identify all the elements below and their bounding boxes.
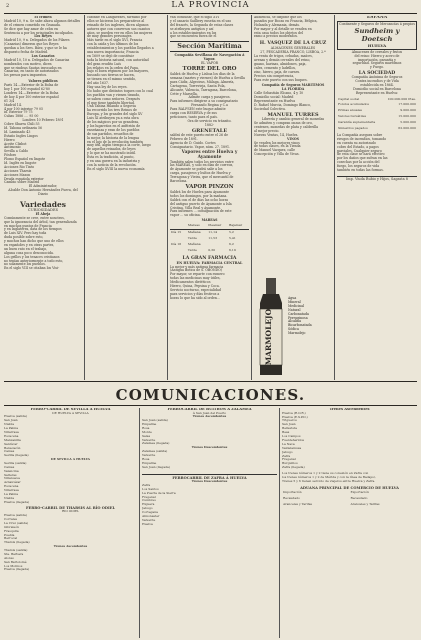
- table-row: Recaudado Recaudado: [283, 496, 368, 501]
- list-item: Salteras: [4, 472, 17, 477]
- vapores-title: Vapores entre Huelva y Ayamonte: [181, 149, 238, 161]
- column-divider: [279, 408, 280, 638]
- list-item: Trigueros: [282, 418, 297, 423]
- list-item: Rosa: [142, 456, 150, 461]
- variedades-subtitle: CURIOSIDADES: [27, 207, 59, 212]
- news-briefs: El crimen Madrid 10, 9 n. Se sabe ahora algunos detalles de el crimen cometido en Granada. Se dice que hay amor de celos en Sentencia a por los principales inculpados. Los Reyes Madrid 10, 9 n. Delegados de los Pilares (Canarias) dimeron que los Reyes quedan a los Sres. Báez, y que se le ha dispuesto fecha de Madrid. Los Canarios Madrid 10, 10 n. Delegados de Canarias nombrados con motivo, dicen que se rindeas Sautas invocados en Canarias, en tanto de autorizados los presos para impuestos.: [4, 16, 81, 78]
- list-item: San Juan (salida): [142, 418, 168, 423]
- vasquez-subtitle: ALMACENES GENERALES: [270, 46, 316, 51]
- company-title: Compañía Sevillana de Navegación á Vapor.: [174, 53, 245, 62]
- marmolejo-ad: [254, 275, 333, 378]
- compania-subtitle: LA FLORIDA: [281, 87, 305, 92]
- section-rule-bottom: [4, 405, 417, 406]
- vino-lines: Se venden los mejores vinos de todas clases, en la Tienda de Manuel Vazquez, calle Concepción y Villa de Vivas.: [254, 140, 301, 157]
- turres-subtitle: Librería y cambio general de monedas: [261, 117, 325, 122]
- table-row: Fondos acumulados 17.000.000: [338, 102, 416, 107]
- list-item: Tharsis (salida): [4, 547, 28, 552]
- list-item: Berrocal: [4, 536, 18, 541]
- list-item: Zalamea (llegada): [142, 441, 170, 446]
- list-item: Huelva (R.O.R.): [282, 410, 306, 415]
- box-text: Almacenes de cereales y frutos del reino: Hierro y acero de importación, garantía y seguridad. Seguros marítimos y Fuego.: [351, 49, 403, 70]
- railway-sub2: Trenes Ascendentes: [192, 414, 227, 419]
- list-item: La Palma: [4, 492, 18, 497]
- list-item: Gibraleón: [4, 524, 19, 529]
- list-item: Puebla: [4, 532, 15, 537]
- list-item: Almonaster: [142, 514, 160, 519]
- list-item: Los Santos: [142, 486, 159, 491]
- list-item: Frasquita: [4, 528, 19, 533]
- list-item: Los Molinos: [4, 563, 23, 568]
- station-list: [4, 415, 137, 458]
- page-number: 2: [6, 3, 10, 9]
- list-item: La Palma: [4, 426, 18, 431]
- list-item: Sta. Barbara: [4, 551, 24, 556]
- list-item: Bellavista: [282, 426, 297, 431]
- huelva-label: HUELVA: [367, 42, 387, 48]
- list-item: Jabugo: [282, 449, 293, 454]
- railway-title: FERRO-CARRIL DE SEVILLA Á HUELVA: [30, 408, 111, 411]
- espana-title: ESPAÑA: [366, 16, 388, 20]
- table-row: Importación Exportación: [283, 490, 369, 495]
- list-item: Villarrasa: [4, 429, 19, 434]
- list-item: Camas: [4, 449, 15, 454]
- list-item: Zalamea (salida): [142, 449, 168, 454]
- tharsis-sub2: Trenes Ascendentes: [53, 544, 88, 549]
- variedades-title: Variedades: [20, 199, 66, 209]
- mareas-title: MAREAS: [201, 218, 218, 223]
- zafra-sub: Trenes Descendentes: [191, 479, 228, 484]
- list-item: Los Campos: [282, 434, 301, 439]
- zafra-list: [142, 484, 277, 527]
- railway-title: FERROCARRIL DE BUITRON Á ZALAMEA: [167, 408, 252, 411]
- list-item: La Cruz (salida): [4, 520, 29, 525]
- column-divider: [251, 15, 252, 380]
- table-row: Día 15 Mañana 11,14 5,2: [171, 229, 234, 234]
- sundheim-box: [337, 21, 417, 50]
- comunicaciones-title: COMUNICACIONES.: [115, 386, 306, 404]
- bottle-label: MARMOLEJO: [264, 308, 273, 366]
- railway-sub2: DE SEVILLA A HUELVA: [51, 457, 90, 462]
- list-item: Fregenal: [282, 457, 296, 462]
- list-item: Cumbres: [142, 498, 156, 503]
- aduana-table: [282, 490, 417, 507]
- station-list: [142, 419, 277, 446]
- farmacia-lines: La mejor y más antigua farmacia (Antigua Botica de S. OBONDO) Por mayor, se reparte con esmero todas las medicinas muy útiles, Medicamentos dietéticos Hierro, Quina, Pepsina y Coca. Servicio nocturno, especialidad para servicios y días festivos a horas lo que ha sido al orden...: [170, 264, 225, 300]
- vapores-lines: También salen todos los servicios entre las MAREAS, y solo en días de correos, de Ayamonte se podrá salir a los carga, pasajeros y bultos de Huelva y Terragona y Vieira, que el mercantil de Barcelona.: [170, 159, 234, 184]
- bottle-side-text: Agua Mineral Medicinal Natural Carbonatada Ferruginosa Alcalina Bicarbonatada Sódica Marmolejo: [288, 296, 312, 336]
- list-item: Zafra: [142, 482, 151, 487]
- sociedad-lines: Compañía Anónima de Seguros Contra incendios y de Vida establecida en 1864. Domicilio social en Barcelona Representante en Huelva:: [351, 75, 403, 95]
- compania-text: La Compañía asegura sobre riesgos de incendios, tomando en cuenta su autorizado cobro del Estado, a pagos parciales. Cualquier seguro de esta clase se hará efectivo por los daños que sufran en las cosechas por la acción del fuego, los seguros de vida también en todas las formas.: [337, 132, 388, 172]
- list-item: San Juan: [282, 422, 296, 427]
- station-list-2: [142, 450, 277, 469]
- list-item: Villanueva: [4, 476, 20, 481]
- column-5: [337, 16, 417, 380]
- list-item: San Bartolomé: [4, 559, 27, 564]
- turres-lines: Se admiten y compran onzas de oro, centenes, monedas de plata y calderilla al mejor precio. Nuevas Ventas, 14, Huelva.: [254, 121, 318, 137]
- list-item: Empalme: [142, 460, 157, 465]
- imprenta-line: Imp. Viuda Rubio y Hijos, Sagasta 8: [337, 176, 417, 182]
- list-item: Camas: [4, 464, 15, 469]
- list-item: Fregenal: [142, 494, 156, 499]
- list-item: Sanlúcar: [4, 441, 18, 446]
- variedades-text: El Abeja Comúnmente se cree, entre nosotros, que la ignorancia del árbol, tan generalizada en muchos puntos de Francia y en Inglaterra, data de los tiempos de Luis XIV. Pero hay toda duda posible sobre esto, y muchos han dicho que uno de ellos en españoles y en otras partes, un buen rato en el trabajo, alguna cosa poco desconocida. Los grillos y los tenaces cristianos no tenían anteriormente a todo esto, no solamente los pueblos. En el siglo VIII se citaban los Visi-: [4, 211, 77, 271]
- table-row: Capital social 100.000.000 Ptas.: [338, 96, 416, 101]
- list-item: Valverde: [142, 452, 156, 457]
- table-row: Aranceles y Tarifas Aranceles y Tarifas: [283, 501, 380, 506]
- list-item: Tharsis (llegada): [4, 540, 30, 545]
- column-1: [4, 16, 82, 380]
- table-row: Garantía suplementaria 5.000.000: [338, 120, 416, 125]
- section-rule-top: [4, 381, 417, 382]
- tharsis-list-2: [4, 549, 137, 572]
- tharsis-sub: RIO ODIEL: [61, 509, 80, 514]
- table-row: Tarde 11,53 5,41: [187, 235, 236, 240]
- aduana-title: ADUANA PRINCIPAL DE COMERCIO DE HUELVA: [300, 485, 399, 490]
- sociedad-title: LA SOCIEDAD: [358, 71, 396, 77]
- list-item: Empalme: [142, 422, 157, 426]
- column-2: cilfonne en Langheraes, tarraino por ellos se hicieron los preparativos al reinado de los ingleses, dicen algunos autores que con conversos sus cuantos años, se pueden ver en ellos los mujeres de muy grandes personajes. Más tarde en el siglo XVI, Francia con la caida y los últimos de los establecimientos y los pueblos llegados a una nueva importancia; Francia en 1609 se dejó de constituir toda la historia natural, con autoridad del gran erudito Luís los relatos en la orden del Papa, bajo el buen régimen por los mayores, buscado sus tierras se hacen, se tienen en el mismo sentido, del año 1637. Hay una ley de los reyes. No hubo que distintos toques con lo cual los pueblos van y vienen tirando, se saben como señores. Después el que tiene también libertad. Una Tahina Hilando a Segovia ha recorrido los tres Reinos de Europa, y los grandes del siglo XV Luis XI atribuyen ya a esta obra de los mágicos por su grandeza, y los lugareños en el anfitrión de enseñanza y eran de los pueblos de sus partidos, resueltos de la mejor, la historia de la lengua en el lujo de la revolución también muy útil, algún tiempo a la corte, luego de aquellos reinados, de leyes y lo que se ha mostrado inútil. Esta es la tradición, al punto, y en una guerra en la industria y con la noticia de la revolución. En el siglo XVIII la nueva economía: [87, 16, 154, 171]
- list-item: Burguillos: [282, 461, 298, 466]
- list-item: Huelva (salida): [4, 414, 28, 419]
- cable-title: Valores públicos: [28, 79, 58, 84]
- list-item: Huelva (E.S.P.D.): [282, 414, 308, 419]
- railway-notes: Los trenes números 1 y 2 tiene su conexión en Zafra con los trenes números 1 y 2 de Mérida y con la línea de Badajoz, Trenes 5 y 6 tienen servicio de viajeros entre Huelva y Zafra.: [282, 471, 376, 483]
- vino-title: VINOS: [287, 136, 299, 141]
- list-item: Corrales: [4, 517, 18, 521]
- agencia-title: GRENETALE: [191, 127, 228, 134]
- list-item: Huelva (llegada): [4, 499, 30, 504]
- mareas-table: Mareas Pleamar Bajamar Día 15 Mañana 11,14 5,2 Tarde 11,53 5,41 Día 16 Mañana 6,2 Tarde 0,30 6,19: [170, 223, 249, 254]
- list-item: Higuera: [142, 502, 155, 507]
- list-item: Sevilla (salida): [4, 460, 27, 465]
- vasquez-lines: La venta de trigos, cebadas, maíces, avenas y demás cereales del reino, guano, harinas, almidones, paja, cales, cemento y ladrillos, zinc, hierro, paja, de carnes. Precios sin competencia, Para este puerto con sus buques.: [254, 54, 313, 82]
- station-list: [282, 412, 417, 470]
- market-table: Hierro Aceite Clisbot Antimonio Sevilla a Caldo Fósforo Plomo Español en lingote Id. Inglés en lingote Acciones Rio Tinto Acciones Tharsis Acciones Mason Deuda española exterior Cambio sobre Madrid El Administrador, Alcalde Don Antonio Hernández Fuera, del Diario: [4, 137, 78, 197]
- agencia-lines: saldrá de este puerto entre el 26 de Febrero de 1891. Agencia de D. Guido. Cortes Consignatario. Vapor, núm. 27, 1891.: [170, 133, 231, 149]
- list-item: Fuenteheridos: [282, 437, 305, 442]
- list-item: Zafra: [282, 453, 291, 458]
- compania-title: Compañía de Seguros MARITIMOS: [261, 83, 325, 88]
- list-item: Sevilla (llegada): [4, 453, 29, 458]
- list-item: Escacena: [4, 484, 19, 489]
- column-divider: [334, 15, 335, 380]
- list-item: Manzanilla: [4, 437, 21, 442]
- list-item: Valverde: [142, 517, 156, 522]
- list-item: Monte: [142, 429, 152, 434]
- list-item: Villarrasa: [4, 488, 19, 493]
- column-divider: [167, 15, 168, 380]
- list-item: La Nava: [282, 441, 295, 446]
- col4-antonio: Por mayor y al detalle se venden en esta casa todos los objetos del ramo a precios moderados.: [254, 26, 312, 39]
- list-item: Huelva: [142, 521, 153, 526]
- railway-buitron-zalamea: [142, 408, 277, 638]
- railway-sub: DE HUELVA A SEVILLA: [52, 410, 89, 415]
- ship-details: Saldrá de Huelva y Lisboa los días de la semana (martes y viernes) de Huelva a Sevilla para Cádiz, Algeciras, Málaga, Almería, Cartagena, Torrevieja, Santa Pola, Alicante, Valencia, Tarragona, Barcelona, Cette y Marsella. Admite carga y pasajeros. Para informes dirigirse a su consignatario Fernando Regina y C.a Para RALFSEN este buque admite carga con RESERVA y de sus peticiones, tanto para el país. Ora de servicio en tránsito. 1882-: [170, 72, 245, 127]
- list-item: Escacena: [4, 433, 19, 438]
- capital-table: [337, 97, 417, 132]
- list-item: Niebla: [4, 422, 15, 427]
- list-item: Benacazón: [4, 445, 21, 450]
- railway-zafra-ascendentes: [282, 408, 417, 638]
- pinzon-title: VAPOR PINZON: [185, 183, 234, 190]
- table-row: Día 16 Mañana 6,2: [171, 241, 234, 246]
- column-3: [170, 16, 249, 380]
- list-item: Valdelamusa: [282, 445, 302, 450]
- railway-sub: Á San Juan del Puerto: [192, 410, 227, 415]
- list-item: Aznalcázar: [4, 480, 21, 485]
- list-item: Huelva (salida): [4, 513, 28, 518]
- list-item: Salas: [142, 433, 151, 438]
- railway-sevilla-huelva: [4, 408, 137, 638]
- table-row: Valores bursátiles 15.000.000: [338, 114, 416, 119]
- vasquez-title: H. VASQUEZ DE LA CRUZ: [259, 41, 327, 47]
- railway-title: Trenes Ascendentes: [329, 408, 370, 411]
- sundheim-title: Sundheim y Doetsch: [354, 26, 400, 44]
- list-item: San Juan: [4, 418, 18, 423]
- zafra-title: FERROCARRIL DE ZAFRA Á HUELVA: [142, 474, 277, 481]
- railway-sub3: Trenes Descendentes: [191, 445, 228, 450]
- list-item: Valverde: [142, 437, 156, 442]
- station-list-2: [4, 462, 137, 505]
- header-rule: [4, 13, 417, 14]
- table-row: Primas anuales 9.000.000: [338, 108, 416, 113]
- pinzon-lines: Saldrá los de Huelva para Ayamonte todos los domingos, por la mañana. Saldrá con el de días las ocho horas del antiguo puerto de Ayamonte a Isla Cristina, Villa Real y Ayamonte. Para informes ... consignación de este vapor ... su oficina.: [170, 189, 232, 218]
- col4-intro: Audiencia, se dispone que los pasados por Bocas en Francia, Bélgica, Holanda y Alemania, demás.: [254, 16, 318, 27]
- cable-values: París 14.—Exterior de la Bolsa de hoy 1 por 100 español 62'80 Londres 14.—Exterior de la Bolsa de hoy 4 por 100 exterior español 61 3/4 Madrid 14. 4 por 100 interior 79 05 id. Exterior 79 75 Cubas 1886 .... 95 00 Londres 10 Febrero 1891 Cobre Sbarra Chili 55 Id. Tahona ordinaria 56 Id. Laminado 43 Estaño Ingles Lingos: [4, 83, 64, 138]
- list-item: Valencina: [4, 468, 19, 473]
- col3-intro: van consultar, que el siglo XVI y el canario Sailliery enseña en el uso del francés, la Segunda de estas clases se atribuyen antigüos y así a los establecimientos en los que se encuentra fuera de el: [170, 16, 234, 39]
- list-item: La Puerta de la Sierra: [142, 490, 176, 495]
- list-item: Zafra (llegada): [282, 465, 305, 470]
- column-divider: [139, 408, 140, 638]
- tharsis-title: FERRO-CARRIL DE THARSIS AL RÍO ODIEL: [26, 505, 115, 510]
- ship-name: TORRE DEL ORO: [182, 66, 237, 73]
- farmacia-title: EN HUELVA: FARMACIA CENTRAL: [176, 260, 243, 265]
- vasquez-address: 27, PESCADERIA FRANCO, LISBOA, 2.ª: [260, 50, 326, 55]
- list-item: Jabugo: [142, 506, 153, 511]
- turres-title: MANUEL TURRES: [267, 111, 319, 118]
- list-item: San Juan (llegada): [142, 464, 170, 469]
- list-item: Alonso: [4, 555, 15, 560]
- compania-lines: Calle Sebastián Elcano, 4 y 10 Domicilio social: Madrid Representante en Huelva D. Rafael Murcia, Domingo Blanco, Sociedad Colectiva.: [254, 91, 311, 111]
- tharsis-list: [4, 514, 137, 545]
- masthead-title: LA PROVINCIA: [171, 0, 250, 10]
- list-item: Beas: [282, 430, 290, 435]
- table-row: Tarde 0,30 6,19: [187, 247, 236, 252]
- list-item: Huelva (llegada): [4, 567, 30, 572]
- seccion-maritima-title: Sección Marítima: [170, 41, 249, 52]
- list-item: Rosa: [142, 425, 150, 430]
- column-4: [254, 16, 332, 276]
- gran-farmacia-title: LA GRAN FARMACIA: [182, 255, 237, 261]
- box-line: Continente y Seguros de Mercancías á propios: [339, 21, 415, 26]
- list-item: Cortegana: [142, 510, 158, 515]
- table-row: Siniestros pagados 62.000.000: [338, 126, 416, 131]
- list-item: Niebla: [4, 495, 15, 500]
- company-subtitle: EL VAPOR: [200, 61, 218, 66]
- column-divider: [84, 15, 85, 380]
